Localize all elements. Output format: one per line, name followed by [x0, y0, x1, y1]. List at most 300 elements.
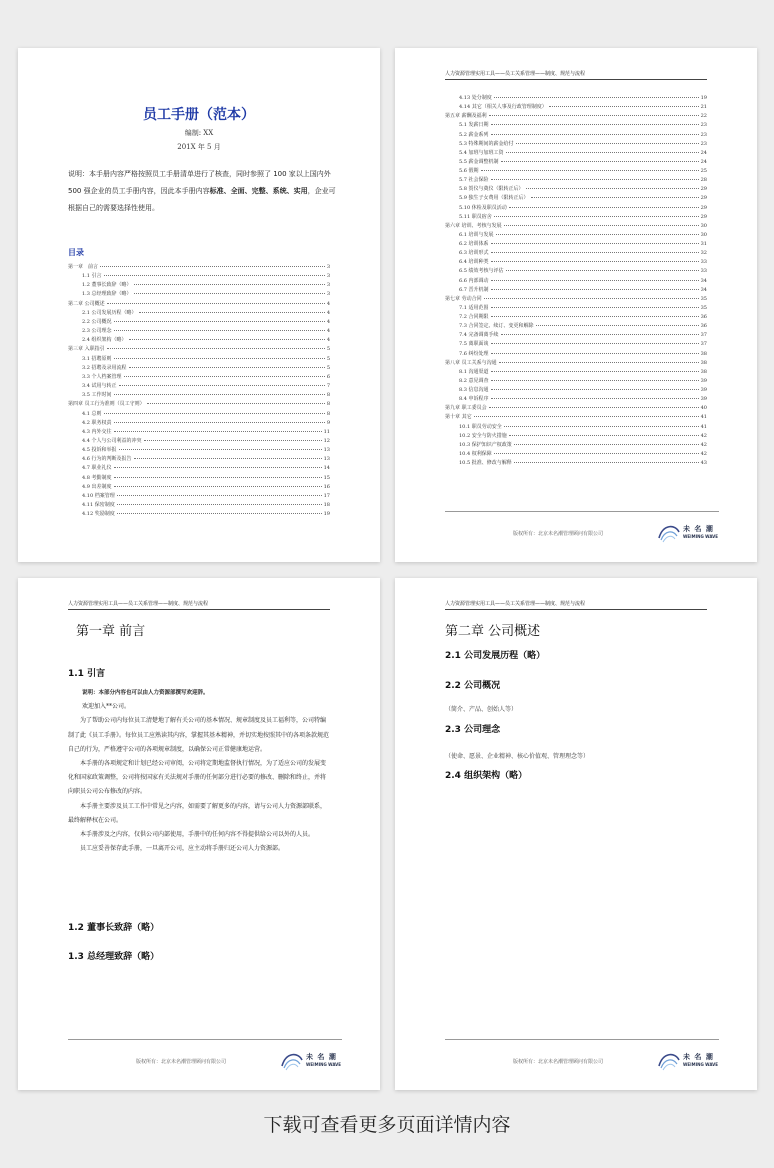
toc-entry[interactable] — [68, 464, 330, 473]
toc-entry[interactable] — [445, 94, 707, 103]
toc-entry[interactable] — [445, 176, 707, 185]
toc-entry-page: 24 — [700, 158, 707, 165]
intro-paragraph — [68, 166, 336, 217]
toc-entry-label: 4.6 行为的判断及报告 — [82, 456, 132, 463]
toc-entry[interactable] — [445, 131, 707, 140]
running-header: 人力资源管理实用工具——员工关系管理——制度、规范与流程 — [68, 600, 330, 610]
toc-leader-dots — [504, 426, 699, 427]
toc-entry-label: 5.3 特殊期间的薪金给付 — [459, 140, 514, 147]
toc-leader-dots — [481, 170, 699, 171]
toc-chapter-entry[interactable] — [445, 404, 707, 413]
running-header: 人力资源管理实用工具——员工关系管理——制度、规范与流程 — [445, 70, 707, 80]
toc-entry-label: 5.6 假期 — [459, 168, 479, 174]
toc-entry-label: 10.4 权利保障 — [459, 450, 492, 457]
toc-entry-page: 38 — [700, 350, 707, 357]
toc-entry-label: 4.2 职务权责 — [82, 419, 112, 426]
section-2-4-heading: 2.4 组织架构（略） — [445, 771, 528, 781]
paragraph: 本手册涉及之内容，仅供公司内部使用，手册中的任何内容不得提供给公司以外的人员。 — [80, 831, 315, 839]
toc-entry-page: 19 — [323, 511, 330, 518]
toc-chapter-entry[interactable] — [68, 300, 330, 309]
toc-leader-dots — [509, 207, 699, 208]
toc-entry[interactable] — [68, 501, 330, 510]
toc-entry-page: 3 — [326, 273, 330, 280]
toc-entry-label: 5.5 薪金调整机制 — [459, 158, 499, 165]
toc-entry[interactable] — [445, 121, 707, 130]
toc-entry-label: 5.1 发薪日期 — [459, 122, 489, 129]
toc-entry-label: 4.11 保密制度 — [82, 502, 115, 509]
toc-entry[interactable] — [445, 395, 707, 404]
toc-entry-page: 4 — [326, 328, 330, 335]
toc-leader-dots — [491, 134, 699, 135]
toc-leader-dots — [491, 261, 699, 262]
toc-entry-page: 23 — [700, 122, 707, 129]
toc-entry-page: 4 — [326, 318, 330, 325]
toc-leader-dots — [114, 422, 325, 423]
toc-entry-page: 32 — [700, 250, 707, 257]
toc-entry-page: 12 — [323, 437, 330, 444]
toc-entry-page: 35 — [700, 295, 707, 302]
page-toc-continued — [395, 48, 757, 562]
section-2-1-heading: 2.1 公司发展历程（略） — [445, 651, 546, 661]
toc-chapter-entry[interactable] — [68, 400, 330, 409]
toc-entry-page: 36 — [700, 314, 707, 320]
paragraph: 本手册的各项规定和计划已经公司审阅，公司将定期地监督执行情况，为了适应公司的发展变化和国家政策调整，公司将按国家有关法规对手册的任何部分进行必要的修改、删除和终止，并将向职员公司公布修改的内容。 — [68, 760, 327, 796]
toc-entry[interactable] — [445, 450, 707, 459]
toc-list — [68, 263, 330, 519]
toc-entry-label: 5.8 贺仪与奠仪（限转正后） — [459, 186, 524, 193]
toc-entry-page: 18 — [323, 502, 330, 509]
toc-entry-label: 4.8 考勤制度 — [82, 474, 112, 481]
toc-leader-dots — [114, 467, 322, 468]
toc-leader-dots — [117, 513, 322, 514]
toc-entry[interactable] — [445, 277, 707, 286]
toc-entry-page: 19 — [700, 95, 707, 101]
toc-entry-label: 6.6 内部调动 — [459, 277, 489, 284]
toc-entry-page: 24 — [700, 149, 707, 156]
section-1-2-heading: 1.2 董事长致辞（略） — [68, 923, 160, 933]
handbook-title: 员工手册（范本） — [143, 107, 255, 123]
paragraph: 员工应妥善保存此手册，一旦离开公司，应主动将手册归还公司人力资源部。 — [80, 845, 285, 853]
toc-leader-dots — [494, 453, 699, 454]
toc-leader-dots — [491, 353, 699, 354]
toc-leader-dots — [117, 504, 322, 505]
toc-entry[interactable] — [445, 240, 707, 249]
toc-entry-label: 4.7 职业礼仪 — [82, 465, 112, 472]
toc-entry-label: 5.9 独生子女费用（限转正后） — [459, 195, 529, 202]
toc-entry-label: 5.10 休检及职员活动 — [459, 204, 507, 211]
toc-entry-page: 42 — [700, 432, 707, 439]
toc-entry[interactable] — [68, 410, 330, 419]
toc-leader-dots — [107, 348, 325, 349]
toc-entry[interactable] — [445, 249, 707, 258]
section-1-3-heading: 1.3 总经理致辞（略） — [68, 952, 160, 962]
toc-entry[interactable] — [68, 336, 330, 345]
chapter-title: 第二章 公司概述 — [445, 624, 541, 639]
toc-entry-page: 9 — [326, 419, 330, 426]
toc-entry-label: 第九章 职工委员会 — [445, 405, 487, 412]
toc-entry[interactable] — [445, 331, 707, 340]
toc-leader-dots — [147, 403, 325, 404]
toc-leader-dots — [114, 394, 325, 395]
toc-entry-page: 8 — [326, 392, 330, 399]
toc-entry[interactable] — [68, 391, 330, 400]
toc-leader-dots — [491, 343, 699, 344]
toc-chapter-entry[interactable] — [445, 112, 707, 121]
toc-entry[interactable] — [68, 483, 330, 492]
logo-cn: 未 名 潮 — [683, 1053, 714, 1061]
toc-entry[interactable] — [445, 140, 707, 149]
toc-leader-dots — [134, 293, 325, 294]
toc-entry-label: 4.1 总则 — [82, 410, 102, 417]
toc-entry[interactable] — [445, 185, 707, 194]
section-2-2-heading: 2.2 公司概况 — [445, 681, 501, 691]
toc-entry[interactable] — [68, 272, 330, 281]
toc-leader-dots — [104, 413, 325, 414]
section-2-2-text: （简介、产品、创始人等） — [445, 706, 518, 713]
toc-entry-label: 1.2 董事长致辞（略） — [82, 282, 132, 289]
toc-entry-page: 13 — [323, 447, 330, 454]
toc-entry-label: 3.3 个人档案管理 — [82, 373, 122, 380]
copyright-text: 版权所有：北京未名潮管理顾问有限公司 — [513, 531, 604, 537]
toc-entry[interactable] — [68, 309, 330, 318]
toc-leader-dots — [114, 486, 322, 487]
toc-entry-page: 22 — [700, 113, 707, 120]
toc-leader-dots — [104, 275, 325, 276]
toc-entry-label: 10.2 安全与防火措施 — [459, 432, 507, 439]
toc-leader-dots — [100, 266, 325, 267]
toc-leader-dots — [491, 316, 699, 317]
toc-entry-page: 23 — [700, 140, 707, 147]
toc-entry-page: 30 — [700, 231, 707, 238]
toc-entry-page: 42 — [700, 450, 707, 457]
page-footer — [68, 1039, 342, 1067]
toc-leader-dots — [491, 307, 699, 308]
toc-leader-dots — [491, 179, 699, 180]
toc-leader-dots — [114, 330, 325, 331]
toc-entry[interactable] — [445, 267, 707, 276]
toc-entry-label: 6.1 培训与发展 — [459, 231, 494, 238]
toc-entry-label: 6.4 培训种类 — [459, 259, 489, 266]
toc-entry-label: 第一章 前言 — [68, 264, 99, 270]
toc-entry-page: 25 — [700, 168, 707, 174]
toc-entry-page: 30 — [700, 222, 707, 229]
editor-line: 编制: XX — [184, 129, 214, 137]
toc-entry-page: 39 — [700, 377, 707, 384]
toc-entry-label: 2.4 组织架构（略） — [82, 337, 127, 344]
toc-entry-label: 7.5 离职面谈 — [459, 341, 489, 348]
toc-entry[interactable] — [445, 350, 707, 359]
logo-cn: 未 名 潮 — [683, 525, 714, 533]
toc-entry-page: 41 — [700, 414, 707, 421]
toc-entry-label: 4.3 内外交往 — [82, 428, 112, 435]
toc-entry[interactable] — [68, 355, 330, 364]
toc-entry-page: 39 — [700, 387, 707, 393]
logo-en: WEIMING WAVE — [683, 1062, 719, 1067]
download-caption[interactable]: 下载可查看更多页面详情内容 — [263, 1114, 511, 1136]
toc-entry-label: 7.3 合同签定、续订、变更和解除 — [459, 323, 534, 330]
toc-entry-label: 4.5 投诉和举报 — [82, 447, 117, 454]
toc-leader-dots — [139, 312, 325, 313]
toc-entry-page: 3 — [326, 264, 330, 270]
toc-entry-label: 10.5 批准、修改与解释 — [459, 460, 512, 466]
toc-entry[interactable] — [68, 290, 330, 299]
toc-leader-dots — [484, 298, 699, 299]
toc-entry-page: 4 — [326, 309, 330, 316]
toc-entry[interactable] — [68, 455, 330, 464]
toc-entry[interactable] — [68, 437, 330, 446]
section-1-1-heading: 1.1 引言 — [68, 669, 106, 679]
toc-entry-label: 第七章 劳动合同 — [445, 295, 482, 302]
toc-entry[interactable] — [68, 492, 330, 501]
toc-entry-label: 6.5 绩效考核与评估 — [459, 268, 504, 275]
toc-entry[interactable] — [445, 213, 707, 222]
wave-logo-icon — [657, 522, 681, 544]
toc-entry-label: 1.3 总经理致辞（略） — [82, 291, 132, 298]
toc-entry[interactable] — [445, 149, 707, 158]
toc-entry[interactable] — [68, 510, 330, 519]
page-chapter-2 — [395, 578, 757, 1090]
toc-entry-label: 8.4 申诉程序 — [459, 396, 489, 403]
toc-entry-page: 15 — [323, 474, 330, 481]
toc-leader-dots — [489, 407, 699, 408]
toc-entry-label: 5.4 加班与加班工资 — [459, 149, 504, 156]
toc-leader-dots — [494, 216, 699, 217]
wave-logo-icon — [657, 1050, 681, 1072]
toc-entry-label: 4.14 其它（相关人事及行政管理制度） — [459, 104, 547, 111]
toc-entry[interactable] — [445, 158, 707, 167]
copyright-text: 版权所有：北京未名潮管理顾问有限公司 — [136, 1059, 227, 1065]
toc-entry-page: 23 — [700, 131, 707, 138]
toc-entry-page: 29 — [700, 186, 707, 193]
toc-entry-page: 39 — [700, 396, 707, 403]
toc-entry-label: 8.1 沟通渠道 — [459, 368, 489, 375]
toc-entry-page: 34 — [700, 286, 707, 293]
toc-entry-page: 7 — [326, 383, 330, 390]
toc-entry-page: 41 — [700, 423, 707, 430]
toc-entry-page: 3 — [326, 291, 330, 298]
toc-entry[interactable] — [445, 103, 707, 112]
toc-entry-page: 33 — [700, 268, 707, 275]
intro-text-1: 说明：本手册内容严格按照员工手册清单进行了核查，同时参照了 100 家以上国内外 500 强企业的员工手册内容，因此本手册内容 — [68, 170, 331, 195]
date-line: 201X 年 5 月 — [177, 143, 221, 151]
toc-leader-dots — [506, 270, 699, 271]
wave-logo-icon — [280, 1050, 304, 1072]
toc-heading: 目录 — [68, 248, 84, 257]
toc-entry[interactable] — [445, 313, 707, 322]
toc-leader-dots — [516, 143, 699, 144]
toc-leader-dots — [129, 367, 325, 368]
toc-entry-label: 7.1 适用范围 — [459, 304, 489, 311]
toc-entry[interactable] — [445, 441, 707, 450]
toc-chapter-entry[interactable] — [445, 359, 707, 368]
toc-leader-dots — [114, 477, 322, 478]
toc-entry-label: 6.3 培训形式 — [459, 250, 489, 257]
toc-leader-dots — [117, 495, 322, 496]
toc-entry-label: 8.3 信息沟通 — [459, 387, 489, 393]
toc-entry[interactable] — [445, 286, 707, 295]
logo-en: WEIMING WAVE — [683, 534, 719, 539]
toc-entry[interactable] — [445, 194, 707, 203]
toc-leader-dots — [491, 243, 699, 244]
toc-entry[interactable] — [445, 368, 707, 377]
toc-entry[interactable] — [68, 446, 330, 455]
toc-leader-dots — [506, 152, 699, 153]
company-logo — [657, 1050, 719, 1074]
toc-leader-dots — [491, 380, 699, 381]
toc-chapter-entry[interactable] — [68, 345, 330, 354]
toc-entry[interactable] — [68, 327, 330, 336]
toc-leader-dots — [496, 234, 699, 235]
toc-entry-page: 17 — [323, 492, 330, 499]
copyright-text: 版权所有：北京未名潮管理顾问有限公司 — [513, 1059, 604, 1065]
toc-entry-page: 5 — [326, 355, 330, 362]
toc-entry[interactable] — [445, 322, 707, 331]
toc-entry-label: 第二章 公司概述 — [68, 300, 105, 307]
toc-entry-page: 13 — [323, 456, 330, 463]
toc-entry-label: 6.7 晋升机制 — [459, 286, 489, 293]
toc-entry-label: 4.13 处分制度 — [459, 95, 492, 101]
toc-entry-page: 34 — [700, 277, 707, 284]
toc-leader-dots — [119, 449, 322, 450]
toc-entry-label: 6.2 培训体系 — [459, 241, 489, 247]
toc-chapter-entry[interactable] — [445, 413, 707, 422]
page-footer — [445, 511, 719, 539]
toc-entry-page: 42 — [700, 441, 707, 448]
toc-entry[interactable] — [68, 382, 330, 391]
toc-entry-page: 6 — [326, 373, 330, 380]
toc-entry-label: 4.10 档案管理 — [82, 492, 115, 499]
toc-entry-label: 4.12 奖励制度 — [82, 511, 115, 518]
toc-leader-dots — [144, 440, 322, 441]
toc-entry-label: 3.1 招聘原则 — [82, 355, 112, 362]
toc-leader-dots — [129, 339, 325, 340]
toc-entry-page: 31 — [700, 241, 707, 247]
toc-entry[interactable] — [68, 474, 330, 483]
toc-leader-dots — [489, 115, 699, 116]
toc-entry-label: 7.4 完备调离手续 — [459, 332, 499, 339]
toc-leader-dots — [491, 252, 699, 253]
toc-entry[interactable] — [68, 428, 330, 437]
toc-entry-page: 21 — [700, 104, 707, 111]
toc-entry-page: 5 — [326, 364, 330, 371]
toc-entry-label: 2.1 公司发展历程（略） — [82, 309, 137, 316]
toc-entry-page: 37 — [700, 332, 707, 339]
toc-entry-label: 2.3 公司理念 — [82, 328, 112, 335]
logo-cn: 未 名 潮 — [306, 1053, 337, 1061]
toc-entry-page: 29 — [700, 195, 707, 202]
toc-leader-dots — [114, 431, 322, 432]
toc-entry[interactable] — [68, 281, 330, 290]
toc-entry-label: 4.9 出差制度 — [82, 483, 112, 490]
toc-entry[interactable] — [68, 318, 330, 327]
toc-leader-dots — [536, 325, 699, 326]
toc-entry-page: 37 — [700, 341, 707, 348]
toc-leader-dots — [114, 321, 325, 322]
toc-entry[interactable] — [68, 419, 330, 428]
toc-leader-dots — [491, 398, 699, 399]
toc-leader-dots — [491, 289, 699, 290]
page-footer — [445, 1039, 719, 1067]
toc-entry-label: 7.6 纠纷处理 — [459, 350, 489, 357]
toc-entry-page: 8 — [326, 401, 330, 408]
toc-entry-label: 2.2 公司概况 — [82, 318, 112, 325]
toc-leader-dots — [501, 161, 699, 162]
toc-entry-label: 第三章 入职指引 — [68, 346, 105, 353]
toc-entry-label: 8.2 意见调查 — [459, 377, 489, 384]
toc-entry[interactable] — [445, 231, 707, 240]
toc-entry-page: 5 — [326, 346, 330, 353]
toc-leader-dots — [509, 435, 699, 436]
paragraph: 欢迎加入**公司。 — [82, 703, 131, 711]
toc-leader-dots — [514, 444, 699, 445]
toc-chapter-entry[interactable] — [68, 263, 330, 272]
section-2-3-text: （使命、愿景、企业精神、核心价值观、管理理念等） — [445, 753, 590, 760]
toc-entry-page: 38 — [700, 359, 707, 366]
toc-leader-dots — [474, 416, 699, 417]
logo-en: WEIMING WAVE — [306, 1062, 342, 1067]
toc-entry-label: 5.2 薪金系列 — [459, 131, 489, 138]
toc-entry[interactable] — [445, 459, 707, 468]
toc-entry-page: 36 — [700, 323, 707, 330]
toc-entry-label: 第四章 员工行为准则（员工守则） — [68, 401, 145, 408]
toc-leader-dots — [124, 376, 325, 377]
toc-leader-dots — [114, 358, 325, 359]
toc-entry[interactable] — [445, 423, 707, 432]
toc-leader-dots — [494, 97, 699, 98]
toc-entry-page: 4 — [326, 300, 330, 307]
toc-entry[interactable] — [68, 373, 330, 382]
toc-leader-dots — [491, 124, 699, 125]
toc-leader-dots — [531, 197, 699, 198]
toc-list — [445, 94, 707, 468]
intro-bold: 标准、全面、完整、系统、实用 — [209, 187, 308, 195]
toc-entry[interactable] — [445, 340, 707, 349]
chapter-title: 第一章 前言 — [76, 624, 146, 639]
toc-leader-dots — [514, 462, 699, 463]
toc-chapter-entry[interactable] — [445, 222, 707, 231]
toc-entry-page: 43 — [700, 460, 707, 466]
toc-entry-label: 4.4 个人与公司利益的冲突 — [82, 437, 142, 444]
toc-entry-label: 5.11 职员宿舍 — [459, 213, 492, 220]
toc-entry-label: 1.1 引言 — [82, 273, 102, 280]
toc-entry[interactable] — [68, 364, 330, 373]
toc-entry-page: 40 — [700, 405, 707, 412]
toc-entry-label: 3.4 试用与转正 — [82, 383, 117, 390]
toc-entry-label: 第六章 培训、考核与发展 — [445, 222, 502, 229]
toc-leader-dots — [501, 334, 699, 335]
toc-entry-page: 38 — [700, 368, 707, 375]
section-2-3-heading: 2.3 公司理念 — [445, 725, 501, 735]
toc-entry[interactable] — [445, 204, 707, 213]
toc-entry[interactable] — [445, 377, 707, 386]
toc-entry-page: 29 — [700, 204, 707, 211]
toc-leader-dots — [134, 284, 325, 285]
page-cover-toc — [18, 48, 380, 562]
toc-entry[interactable] — [445, 167, 707, 176]
toc-entry-label: 第八章 员工关系与沟通 — [445, 359, 497, 366]
toc-leader-dots — [526, 188, 699, 189]
toc-entry[interactable] — [445, 432, 707, 441]
company-logo — [657, 522, 719, 546]
note-text: 说明：本部分内容也可以由人力资源部撰写欢迎辞。 — [82, 690, 209, 696]
toc-entry-label: 3.5 工作时间 — [82, 392, 112, 399]
toc-entry-label: 5.7 社会保险 — [459, 177, 489, 184]
toc-entry[interactable] — [445, 386, 707, 395]
toc-chapter-entry[interactable] — [445, 295, 707, 304]
section-1-1-body — [68, 686, 330, 856]
toc-entry[interactable] — [445, 258, 707, 267]
toc-entry[interactable] — [445, 304, 707, 313]
